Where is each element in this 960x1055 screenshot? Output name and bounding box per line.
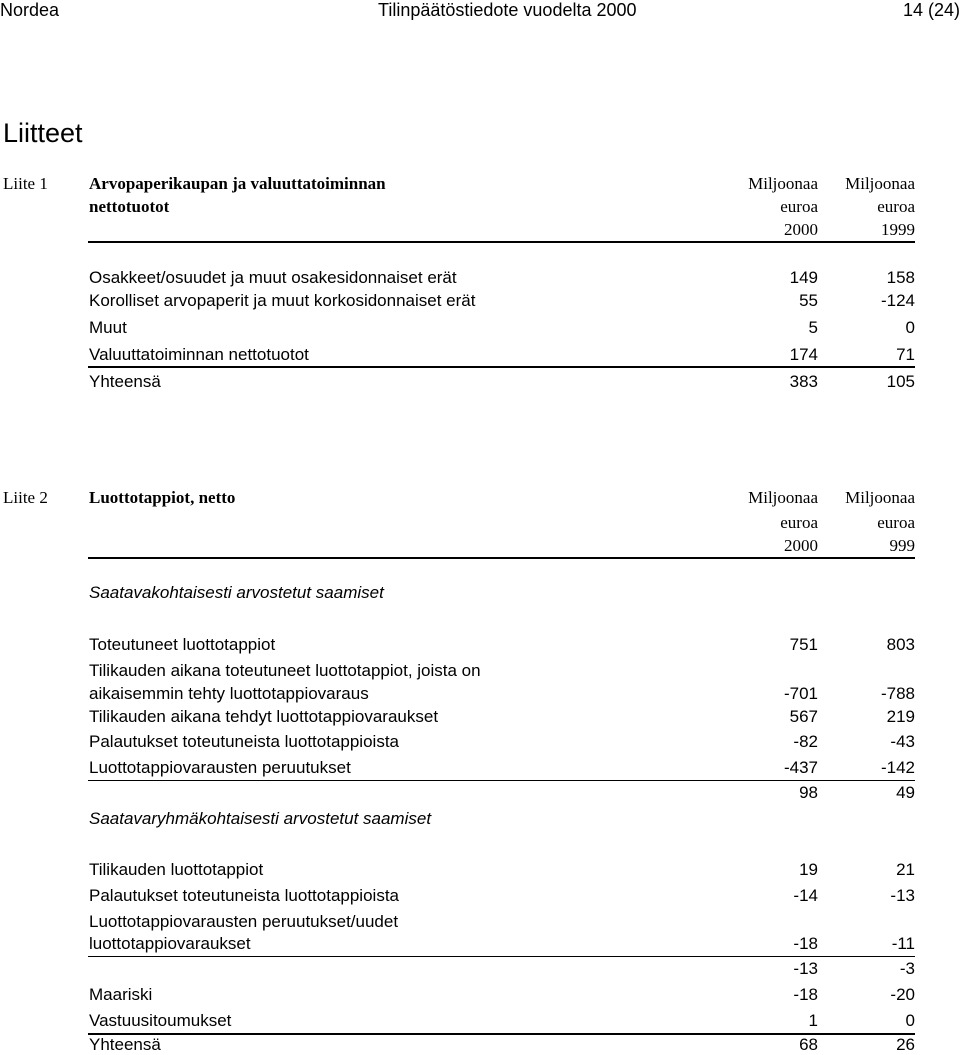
note2-row-value-b: 219	[886, 707, 915, 726]
note2-row-value-b: -43	[890, 732, 915, 751]
note2-row-label: Maariski	[89, 985, 153, 1004]
note2-row-label: Palautukset toteutuneista luottotappioista	[89, 886, 399, 905]
note2-row-value-a: -18	[793, 934, 818, 953]
note2-row-value-b: -788	[880, 684, 915, 703]
note2-row-label: Vastuusitoumukset	[89, 1011, 232, 1030]
note2-col-b-unit1: Miljoonaa	[845, 488, 915, 507]
note2-row-value-a: -18	[793, 985, 818, 1004]
note2-row-value-b: -13	[890, 886, 915, 905]
note2-row-value-b: -11	[891, 934, 915, 953]
note2-row-value-a: 567	[789, 707, 818, 726]
note1-row-value-a: 174	[789, 345, 818, 364]
note2-row-label: Tilikauden aikana tehdyt luottotappiovaraukset	[89, 707, 439, 726]
note2-label: Liite 2	[3, 488, 48, 507]
note2-col-a-unit1: Miljoonaa	[748, 488, 818, 507]
note2-col-a-year: 2000	[784, 536, 818, 555]
note1-total-value-b: 105	[886, 372, 915, 391]
note1-row-value-b: 158	[886, 268, 915, 287]
note2-subtotal1-value-a: 98	[799, 783, 818, 802]
note2-col-a-unit2: euroa	[780, 513, 818, 532]
note1-header-rule	[88, 241, 915, 243]
header-title: Tilinpäätöstiedote vuodelta 2000	[378, 0, 637, 20]
note2-subtotal2-rule	[88, 956, 915, 957]
note2-total-value-a: 68	[799, 1035, 818, 1054]
note1-col-b-unit1: Miljoonaa	[845, 174, 915, 193]
header-company: Nordea	[0, 0, 60, 20]
note2-subhead-group: Saatavaryhmäkohtaisesti arvostetut saamiset	[89, 809, 432, 828]
note2-row-label: luottotappiovaraukset	[89, 934, 251, 953]
note1-col-a-unit2: euroa	[780, 197, 818, 216]
note2-subtotal1-value-b: 49	[896, 783, 915, 802]
note1-total-label: Yhteensä	[89, 372, 161, 391]
note2-row-value-b: 803	[886, 635, 915, 654]
note1-row-value-a: 5	[808, 318, 818, 337]
note2-row-value-a: -437	[783, 758, 818, 777]
note2-row-value-a: 751	[789, 635, 818, 654]
note1-row-label: Muut	[89, 318, 127, 337]
note2-total-label: Yhteensä	[89, 1035, 161, 1054]
note2-row-value-a: -701	[783, 684, 818, 703]
note2-row-value-b: -142	[880, 758, 915, 777]
note1-total-rule	[88, 366, 915, 368]
note2-row-value-a: -82	[793, 732, 818, 751]
note2-subtotal2-value-b: -3	[899, 959, 915, 978]
note2-col-b-unit2: euroa	[877, 513, 915, 532]
note2-subhead-individual: Saatavakohtaisesti arvostetut saamiset	[89, 583, 384, 602]
header-page-number: 14 (24)	[902, 0, 960, 20]
note2-total-rule	[88, 1033, 915, 1035]
note2-row-label: Toteutuneet luottotappiot	[89, 635, 276, 654]
note2-row-value-a: 19	[799, 860, 818, 879]
note1-total-value-a: 383	[789, 372, 818, 391]
section-title: Liitteet	[3, 118, 83, 148]
note2-row-value-a: -14	[793, 886, 818, 905]
note1-row-value-b: 0	[905, 318, 915, 337]
note2-subtotal2-value-a: -13	[793, 959, 818, 978]
note2-row-value-b: 21	[896, 860, 915, 879]
note1-row-value-b: -124	[880, 291, 915, 310]
note2-row-label: Luottotappiovarausten peruutukset/uudet	[89, 912, 399, 931]
note1-row-label: Osakkeet/osuudet ja muut osakesidonnaiset erät	[89, 268, 457, 287]
note1-row-value-a: 149	[789, 268, 818, 287]
note2-subtotal1-rule	[88, 780, 915, 781]
note2-row-label: Palautukset toteutuneista luottotappioista	[89, 732, 399, 751]
note1-row-value-b: 71	[896, 345, 915, 364]
note2-title: Luottotappiot, netto	[89, 488, 236, 507]
note1-title-line2: nettotuotot	[89, 197, 170, 216]
note1-row-label: Valuuttatoiminnan nettotuotot	[89, 345, 309, 364]
note2-header-rule	[88, 557, 915, 559]
note2-total-value-b: 26	[896, 1035, 915, 1054]
note1-label: Liite 1	[3, 174, 48, 193]
note2-row-value-b: 0	[905, 1011, 915, 1030]
note1-col-b-unit2: euroa	[877, 197, 915, 216]
note2-row-value-b: -20	[890, 985, 915, 1004]
note1-col-b-year: 1999	[881, 220, 915, 239]
note2-col-b-year: 999	[889, 536, 915, 555]
note2-row-value-a: 1	[808, 1011, 818, 1030]
note1-row-value-a: 55	[799, 291, 818, 310]
note1-title-line1: Arvopaperikaupan ja valuuttatoiminnan	[89, 174, 386, 193]
note2-row-label: Tilikauden aikana toteutuneet luottotappiot, joista on	[89, 661, 481, 680]
note2-row-label: Tilikauden luottotappiot	[89, 860, 264, 879]
note1-col-a-unit1: Miljoonaa	[748, 174, 818, 193]
note2-row-label: Luottotappiovarausten peruutukset	[89, 758, 351, 777]
note1-row-label: Korolliset arvopaperit ja muut korkosidonnaiset erät	[89, 291, 476, 310]
note1-col-a-year: 2000	[784, 220, 818, 239]
note2-row-label: aikaisemmin tehty luottotappiovaraus	[89, 684, 369, 703]
